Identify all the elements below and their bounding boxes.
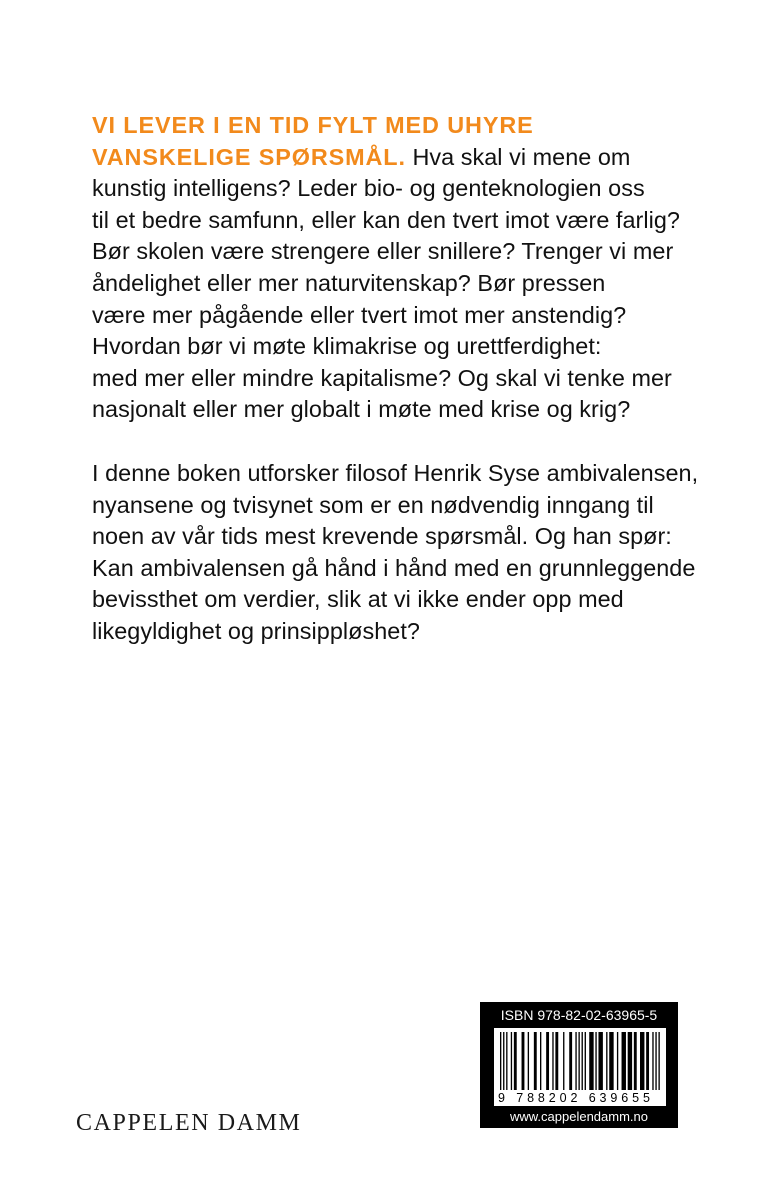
blurb-line: til et bedre samfunn, eller kan den tvert imot være farlig? — [92, 206, 680, 233]
blurb-line: nasjonalt eller mer globalt i møte med krise og krig? — [92, 396, 631, 423]
blurb-line: bevissthet om verdier, slik at vi ikke ender opp med — [92, 586, 624, 613]
barcode-bar — [578, 1032, 579, 1090]
blurb-line — [92, 110, 712, 142]
barcode-bar — [646, 1032, 649, 1090]
barcode-bar — [552, 1032, 553, 1090]
blurb-line: Bør skolen være strengere eller snillere? Trenger vi mer — [92, 238, 674, 265]
barcode-bar — [522, 1032, 525, 1090]
blurb-line: I denne boken utforsker filosof Henrik Syse ambivalensen, — [92, 459, 699, 486]
blurb-line: likegyldighet og prinsippløshet? — [92, 617, 420, 644]
barcode-bar — [585, 1032, 586, 1090]
blurb-line: åndelighet eller mer naturvitenskap? Bør pressen — [92, 269, 606, 296]
barcode-bar — [534, 1032, 537, 1090]
blurb-line: være mer pågående eller tvert imot mer anstendig? — [92, 301, 627, 328]
blurb-paragraph-2 — [92, 458, 712, 648]
barcode-bar — [589, 1032, 593, 1090]
barcode-digits: 9 788202 639655 — [498, 1090, 662, 1106]
barcode-bar — [569, 1032, 572, 1090]
blurb-lead-text: VI LEVER I EN TID FYLT MED UHYRE — [92, 112, 534, 138]
barcode-bar — [506, 1032, 507, 1090]
blurb-paragraph-1 — [92, 110, 712, 426]
blurb-line: kunstig intelligens? Leder bio- og genteknologien oss — [92, 175, 645, 202]
barcode-bar — [503, 1032, 504, 1090]
blurb-text: Hva skal vi mene om — [405, 143, 631, 170]
barcode-bar — [606, 1032, 607, 1090]
barcode-bar — [500, 1032, 501, 1090]
blurb-line — [92, 142, 712, 174]
publisher-website: www.cappelendamm.no — [509, 1109, 649, 1124]
barcode-graphic — [500, 1032, 660, 1094]
isbn-label: ISBN 978-82-02-63965-5 — [500, 1007, 658, 1023]
barcode-bar — [514, 1032, 517, 1090]
barcode-bar — [652, 1032, 653, 1090]
barcode-bar — [595, 1032, 596, 1090]
barcode-panel — [494, 1028, 666, 1106]
barcode-bar — [617, 1032, 618, 1090]
blurb-line: nyansene og tvisynet som er en nødvendig inngang til — [92, 491, 654, 518]
barcode-bar — [555, 1032, 558, 1090]
barcode-bar — [628, 1032, 632, 1090]
isbn-barcode-block — [480, 1002, 678, 1128]
barcode-bar — [598, 1032, 602, 1090]
blurb-line: Kan ambivalensen gå hånd i hånd med en grunnleggende — [92, 554, 696, 581]
publisher-logo: CAPPELEN DAMM — [76, 1110, 302, 1136]
barcode-bar — [540, 1032, 541, 1090]
barcode-bar — [622, 1032, 626, 1090]
blurb-lead-text: VANSKELIGE SPØRSMÅL. — [92, 143, 406, 170]
blurb-line: Hvordan bør vi møte klimakrise og urettferdighet: — [92, 333, 602, 360]
barcode-bar — [658, 1032, 659, 1090]
barcode-bar — [511, 1032, 512, 1090]
blurb-line: med mer eller mindre kapitalisme? Og skal vi tenke mer — [92, 364, 672, 391]
barcode-bar — [575, 1032, 576, 1090]
barcode-bar — [609, 1032, 613, 1090]
back-cover-blurb — [92, 110, 712, 648]
barcode-bar — [528, 1032, 529, 1090]
barcode-bar — [640, 1032, 644, 1090]
barcode-bar — [582, 1032, 583, 1090]
barcode-bar — [563, 1032, 564, 1090]
barcode-bar — [655, 1032, 656, 1090]
barcode-bar — [634, 1032, 637, 1090]
barcode-bar — [546, 1032, 549, 1090]
blurb-line: noen av vår tids mest krevende spørsmål. Og han spør: — [92, 523, 672, 550]
